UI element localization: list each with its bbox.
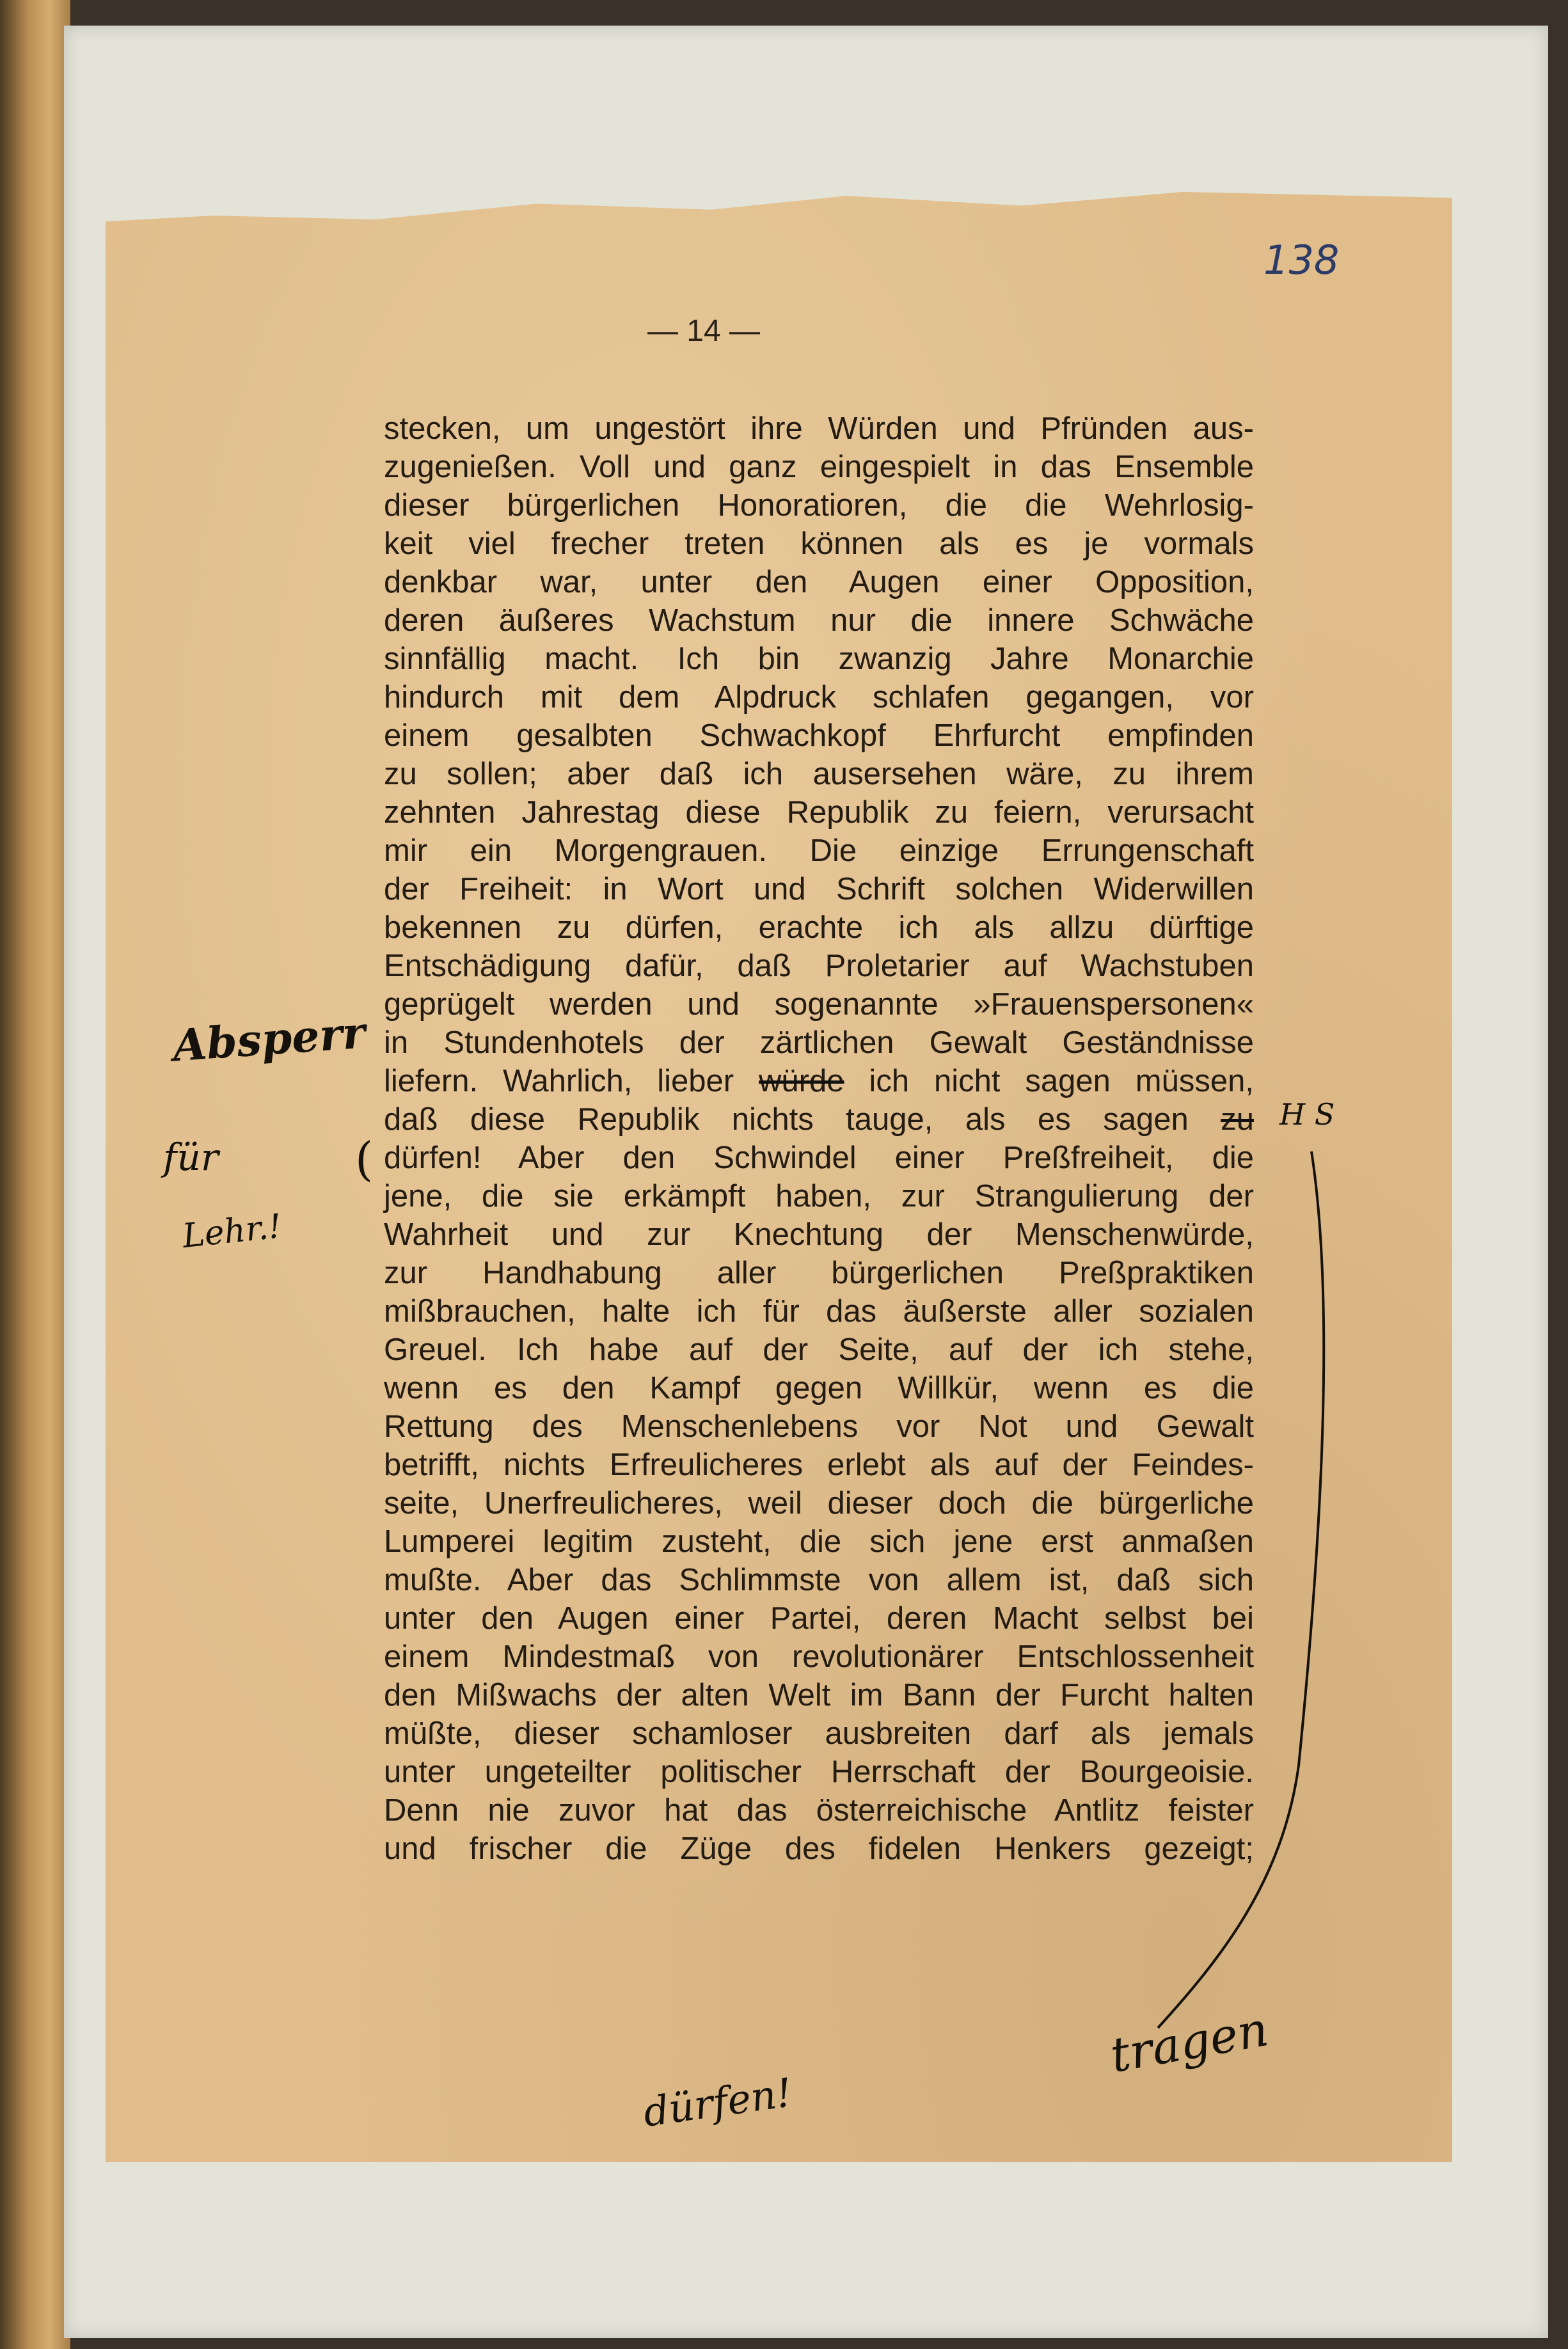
handwritten-margin-note: Lehr.! — [180, 1207, 284, 1256]
text-line: zur Handhabung aller bürgerlichen Preßpraktiken — [384, 1256, 1254, 1290]
text-line: stecken, um ungestört ihre Würden und Pfründen aus- — [384, 411, 1254, 446]
text-line: Lumperei legitim zusteht, die sich jene erst anmaßen — [384, 1524, 1254, 1559]
text-line: Rettung des Menschenlebens vor Not und Gewalt — [384, 1409, 1254, 1444]
text-line: dieser bürgerlichen Honoratioren, die die Wehrlosig- — [384, 488, 1254, 523]
text-fragment: ich nicht sagen müssen, — [844, 1064, 1254, 1098]
text-line: bekennen zu dürfen, erachte ich als allzu dürftige — [384, 910, 1254, 945]
text-line: Entschädigung dafür, daß Proletarier auf Wachstuben — [384, 949, 1254, 983]
text-line: zehnten Jahrestag diese Republik zu feiern, verursacht — [384, 795, 1254, 830]
text-fragment: liefern. Wahrlich, lieber — [384, 1064, 759, 1098]
handwritten-margin-line — [1145, 1126, 1337, 2034]
text-line: müßte, dieser schamloser ausbreiten darf als jemals — [384, 1716, 1254, 1751]
handwritten-annotation: dürfen! — [640, 2069, 795, 2136]
text-line: in Stundenhotels der zärtlichen Gewalt Geständnisse — [384, 1025, 1254, 1060]
handwritten-margin-note: Absperr — [171, 1007, 367, 1072]
text-line: Wahrheit und zur Knechtung der Menschenwürde, — [384, 1217, 1254, 1252]
handwritten-bracket: ( — [355, 1132, 374, 1186]
page-number: — 14 — — [647, 314, 761, 348]
text-line: hindurch mit dem Alpdruck schlafen gegangen, vor — [384, 680, 1254, 715]
text-line: mißbrauchen, halte ich für das äußerste aller sozialen — [384, 1294, 1254, 1329]
text-line: seite, Unerfreulicheres, weil dieser doch die bürgerliche — [384, 1486, 1254, 1521]
text-line: denkbar war, unter den Augen einer Opposition, — [384, 565, 1254, 599]
text-fragment: daß diese Republik nichts tauge, als es sagen — [384, 1102, 1221, 1137]
text-line: und frischer die Züge des fidelen Henkers gezeigt; — [384, 1831, 1254, 1866]
handwritten-annotation: tragen — [1106, 2002, 1272, 2084]
text-line: Greuel. Ich habe auf der Seite, auf der ich stehe, — [384, 1333, 1254, 1367]
text-line: einem gesalbten Schwachkopf Ehrfurcht empfinden — [384, 718, 1254, 753]
text-line: betrifft, nichts Erfreulicheres erlebt als auf der Feindes- — [384, 1448, 1254, 1482]
text-line: den Mißwachs der alten Welt im Bann der Furcht halten — [384, 1678, 1254, 1712]
text-line: zu sollen; aber daß ich ausersehen wäre, zu ihrem — [384, 757, 1254, 791]
text-line: deren äußeres Wachstum nur die innere Schwäche — [384, 603, 1254, 638]
book-binding-edge — [0, 0, 70, 2349]
text-line: dürfen! Aber den Schwindel einer Preßfreiheit, die — [384, 1141, 1254, 1175]
text-line: geprügelt werden und sogenannte »Frauenspersonen« — [384, 987, 1254, 1022]
text-line: einem Mindestmaß von revolutionärer Entschlossenheit — [384, 1640, 1254, 1674]
text-line: Denn nie zuvor hat das österreichische Antlitz feister — [384, 1793, 1254, 1828]
text-line-with-strike — [384, 1062, 1254, 1100]
folio-number: 138 — [1263, 237, 1340, 283]
text-line: unter den Augen einer Partei, deren Macht selbst bei — [384, 1601, 1254, 1636]
text-line: zugenießen. Voll und ganz eingespielt in das Ensemble — [384, 450, 1254, 484]
text-line: unter ungeteilter politischer Herrschaft der Bourgeoisie. — [384, 1755, 1254, 1789]
text-line: sinnfällig macht. Ich bin zwanzig Jahre Monarchie — [384, 642, 1254, 676]
text-line: wenn es den Kampf gegen Willkür, wenn es die — [384, 1371, 1254, 1405]
body-text — [384, 409, 1254, 1868]
text-line: der Freiheit: in Wort und Schrift solchen Widerwillen — [384, 872, 1254, 906]
struck-word: zu — [1221, 1102, 1254, 1137]
text-line: jene, die sie erkämpft haben, zur Strangulierung der — [384, 1179, 1254, 1214]
handwritten-correction: H S — [1279, 1097, 1335, 1132]
text-line: mußte. Aber das Schlimmste von allem ist, daß sich — [384, 1563, 1254, 1597]
text-line: mir ein Morgengrauen. Die einzige Errungenschaft — [384, 834, 1254, 868]
text-line: keit viel frecher treten können als es je vormals — [384, 526, 1254, 561]
handwritten-margin-note: für — [163, 1135, 219, 1179]
struck-word: würde — [759, 1064, 844, 1098]
text-line-with-strike — [384, 1100, 1254, 1139]
